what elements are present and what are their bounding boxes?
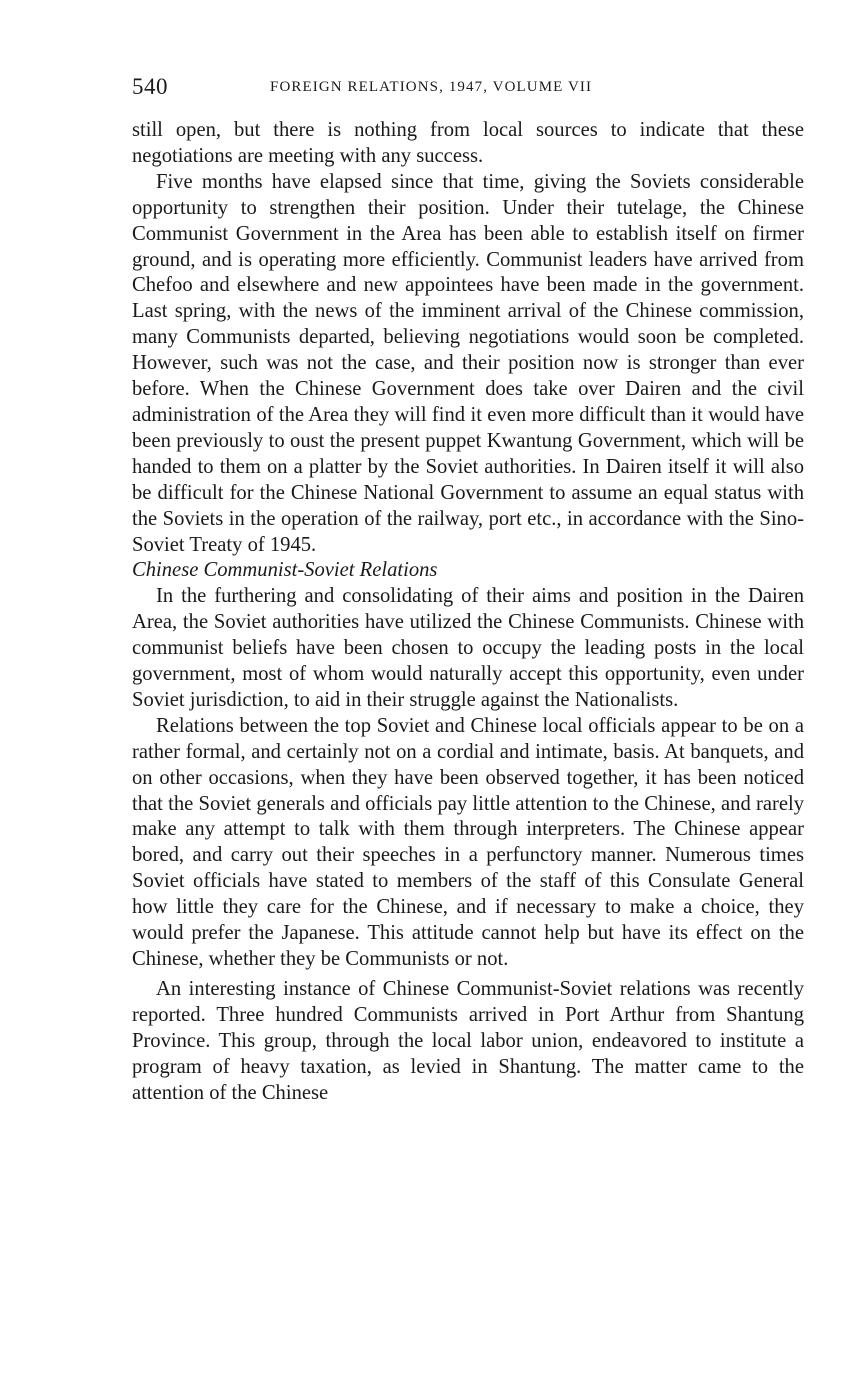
running-header <box>132 74 804 104</box>
paragraph-relations: Relations between the top Soviet and Chinese local officials appear to be on a rather formal, and certainly not on a cordial and intimate, basis. At banquets, and on other occasions, when they have been observed together, it has been noticed that the Soviet generals and officials pay little attention to the Chinese, and rarely make any attempt to talk with them through interpreters. The Chinese appear bored, and carry out their speeches in a perfunctory manner. Numerous times Soviet officials have stated to members of the staff of this Consulate General how little they care for the Chinese, and if necessary to make a choice, they would prefer the Japanese. This attitude cannot help but have its effect on the Chinese, whether they be Communists or not. <box>132 714 804 970</box>
paragraph-interesting-instance: An interesting instance of Chinese Communist-Soviet relations was recently reported. Three hundred Communists arrived in Port Arthur from Shantung Province. This group, through the local labor union, endeavored to institute a program of heavy taxation, as levied in Shantung. The matter came to the attention of the Chinese <box>132 977 804 1104</box>
section-heading: Chinese Communist-Soviet Relations <box>132 559 438 582</box>
page-number: 540 <box>132 74 168 99</box>
body-text <box>132 118 804 1106</box>
running-title: FOREIGN RELATIONS, 1947, VOLUME VII <box>270 79 593 95</box>
paragraph-furthering: In the furthering and consolidating of their aims and position in the Dairen Area, the Soviet authorities have utilized the Chinese Communists. Chinese with communist beliefs have been chosen to occupy the leading posts in the local government, most of whom would naturally accept this opportunity, even under Soviet jurisdiction, to aid in their struggle against the Nationalists. <box>132 585 804 711</box>
paragraph-continued: still open, but there is nothing from local sources to indicate that these negotiations are meeting with any success. <box>132 119 804 167</box>
paragraph-five-months: Five months have elapsed since that time, giving the Soviets considerable opportunity to strengthen their position. Under their tutelage, the Chinese Communist Government in the Area has been able to establish itself on firmer ground, and is operating more efficiently. Communist leaders have arrived from Chefoo and elsewhere and new appointees have been made in the government. Last spring, with the news of the imminent arrival of the Chinese commission, many Communists departed, believing negotiations would soon be completed. However, such was not the case, and their position now is stronger than ever before. When the Chinese Government does take over Dairen and the civil administration of the Area they will find it even more difficult than it would have been previously to oust the present puppet Kwantung Government, which will be handed to them on a platter by the Soviet authorities. In Dairen itself it will also be difficult for the Chinese National Government to assume an equal status with the Soviets in the operation of the railway, port etc., in accordance with the Sino-Soviet Treaty of 1945. <box>132 170 804 556</box>
